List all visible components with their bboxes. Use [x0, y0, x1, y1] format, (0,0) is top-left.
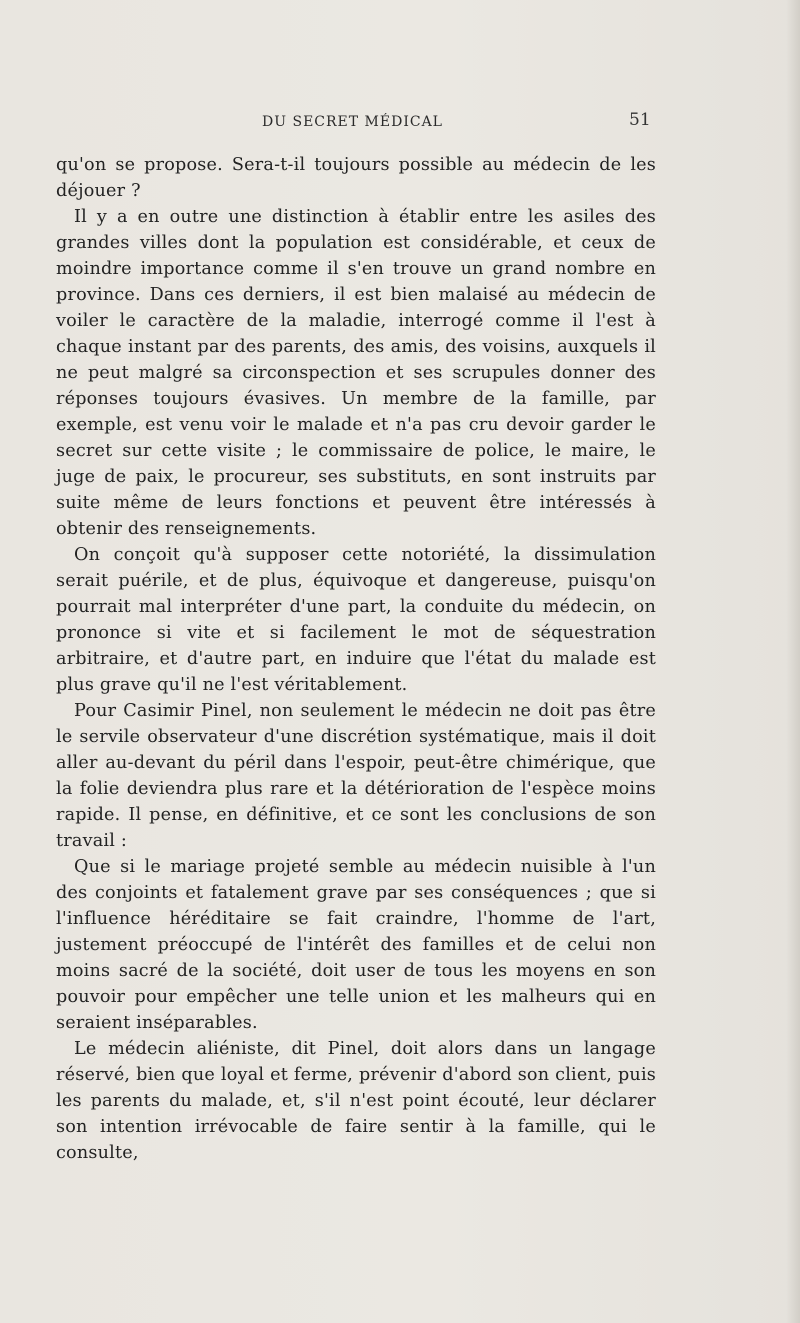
paragraph: Il y a en outre une distinction à établir entre les asiles des grandes villes dont la population est considérable, et ceux de moindre importance comme il s'en trouve un grand nombre en province. Dans ces derniers, il est bien malaisé au médecin de voiler le caractère de la maladie, interrogé comme il l'est à chaque instant par des parents, des amis, des voisins, auxquels il ne peut malgré sa circonspection et ses scrupules donner des réponses toujours évasives. Un membre de la famille, par exemple, est venu voir le malade et n'a pas cru devoir garder le secret sur cette visite ; le commissaire de police, le maire, le juge de paix, le procureur, ses substituts, en sont instruits par suite même de leurs fonctions et peuvent être intéressés à obtenir des renseignements. — [56, 207, 656, 539]
running-head-title: DU SECRET MÉDICAL — [262, 114, 443, 130]
page-number: 51 — [629, 110, 651, 130]
paragraph: Le médecin aliéniste, dit Pinel, doit alors dans un langage réservé, bien que loyal et ferme, prévenir d'abord son client, puis les parents du malade, et, s'il n'est point écouté, leur déclarer son intention irrévocable de faire sentir à la famille, qui le consulte, — [56, 1039, 656, 1163]
running-head — [0, 108, 800, 134]
page-edge-shadow — [786, 0, 800, 1323]
paragraph: Que si le mariage projeté semble au médecin nuisible à l'un des conjoints et fatalement grave par ses conséquences ; que si l'influence héréditaire se fait craindre, l'homme de l'art, justement préoccupé de l'intérêt des familles et de celui non moins sacré de la société, doit user de tous les moyens en son pouvoir pour empêcher une telle union et les malheurs qui en seraient inséparables. — [56, 857, 656, 1033]
paragraph: Pour Casimir Pinel, non seulement le médecin ne doit pas être le servile observateur d'une discrétion systématique, mais il doit aller au-devant du péril dans l'espoir, peut-être chimérique, que la folie deviendra plus rare et la détérioration de l'espèce moins rapide. Il pense, en définitive, et ce sont les conclusions de son travail : — [56, 701, 656, 851]
body-text — [56, 152, 656, 1166]
paragraph: On conçoit qu'à supposer cette notoriété, la dissimulation serait puérile, et de plus, équivoque et dangereuse, puisqu'on pourrait mal interpréter d'une part, la conduite du médecin, on prononce si vite et si facilement le mot de séquestration arbitraire, et d'autre part, en induire que l'état du malade est plus grave qu'il ne l'est véritablement. — [56, 545, 656, 695]
paragraph-continuation: qu'on se propose. Sera-t-il toujours possible au médecin de les déjouer ? — [56, 155, 656, 201]
